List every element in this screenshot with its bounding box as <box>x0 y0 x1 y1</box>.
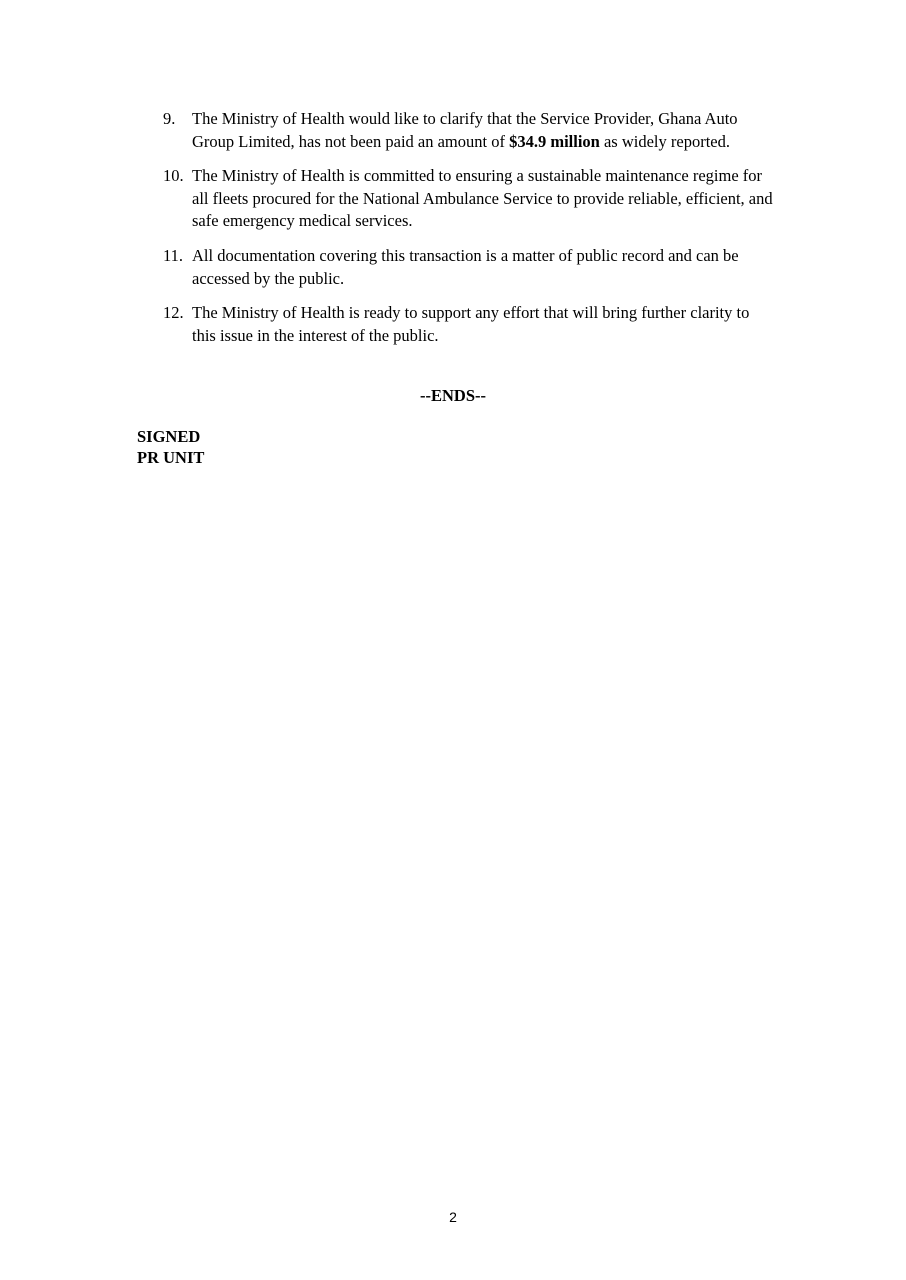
list-item-text-part: The Ministry of Health would like to clarify that the Service Provider, Ghana Auto Group Limited, has not been paid an amount of <box>192 109 738 151</box>
list-item-10 <box>163 165 773 233</box>
list-item-12 <box>163 302 773 347</box>
list-item-number: 10. <box>163 166 184 186</box>
list-item-text: All documentation covering this transaction is a matter of public record and can be accessed by the public. <box>192 245 739 288</box>
numbered-list <box>163 108 773 359</box>
signature-line-signed: SIGNED <box>137 427 201 446</box>
page-number: 2 <box>449 1209 457 1225</box>
list-item-9 <box>163 108 773 153</box>
list-item-11 <box>163 245 773 290</box>
bold-amount: $34.9 million <box>509 131 600 151</box>
list-item-text: The Ministry of Health is committed to ensuring a sustainable maintenance regime for all fleets procured for the National Ambulance Service to provide reliable, efficient, and safe emergency medical services. <box>192 166 773 231</box>
list-item-number: 12. <box>163 303 184 323</box>
list-item-text-part: as widely reported. <box>599 131 730 151</box>
signature-block <box>137 427 204 468</box>
list-item-number: 11. <box>163 245 184 265</box>
list-item-text: The Ministry of Health is ready to support any effort that will bring further clarity to this issue in the interest of the public. <box>192 303 750 345</box>
list-item-text <box>192 108 773 153</box>
list-item-number: 9. <box>163 109 176 128</box>
signature-line-unit: PR UNIT <box>137 447 205 467</box>
ends-marker: --ENDS-- <box>420 386 486 405</box>
